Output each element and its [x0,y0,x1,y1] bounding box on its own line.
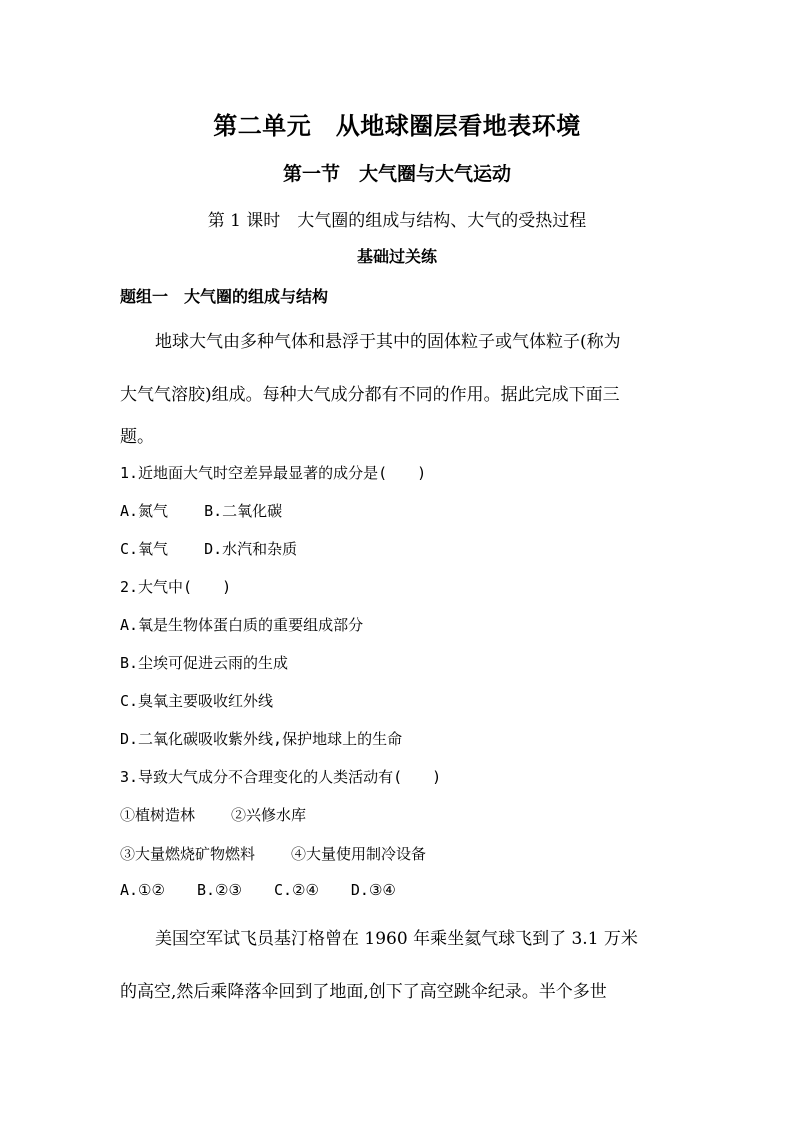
question-2-option-a: A.氧是生物体蛋白质的重要组成部分 [120,616,364,634]
question-2-option-c: C.臭氧主要吸收红外线 [120,692,274,710]
question-3-option-b: B.②③ [196,881,242,899]
question-3-items-row-2 [120,843,426,864]
question-3-items-row-1 [120,804,306,825]
intro-line-2: 大气气溶胶)组成。每种大气成分都有不同的作用。据此完成下面三 [120,385,620,405]
question-3-option-c: C.②④ [273,881,319,899]
question-3-item-2: ②兴修水库 [231,806,307,824]
question-3-stem: 3.导致大气成分不合理变化的人类活动有( ) [120,768,442,786]
practice-title: 基础过关练 [356,247,437,266]
question-1-option-c: C.氧气 [120,540,169,558]
intro-line-1: 地球大气由多种气体和悬浮于其中的固体粒子或气体粒子(称为 [155,332,621,352]
section-title: 第一节 大气圈与大气运动 [282,163,511,185]
question-3-option-d: D.③④ [350,881,396,899]
passage-2-line-1: 美国空军试飞员基汀格曾在 1960 年乘坐氦气球飞到了 3.1 万米 [155,929,638,949]
question-1-option-b: B.二氧化碳 [204,502,283,520]
passage-2-line-2: 的高空,然后乘降落伞回到了地面,创下了高空跳伞纪录。半个多世 [120,982,607,1002]
question-1-options-row-1 [120,500,282,521]
question-3-item-1: ①植树造林 [120,806,196,824]
question-group-title: 题组一 大气圈的组成与结构 [120,287,329,306]
question-3-option-a: A.①② [120,881,165,899]
question-1-option-d: D.水汽和杂质 [204,540,298,558]
question-2-option-b: B.尘埃可促进云雨的生成 [120,654,289,672]
question-2-stem: 2.大气中( ) [120,578,232,596]
question-3-options [120,881,396,899]
question-1-option-a: A.氮气 [120,502,169,520]
lesson-title: 第 1 课时 大气圈的组成与结构、大气的受热过程 [207,211,587,231]
question-3-item-3: ③大量燃烧矿物燃料 [120,845,256,863]
unit-title: 第二单元 从地球圈层看地表环境 [213,112,581,140]
intro-line-3: 题。 [120,427,154,447]
question-1-options-row-2 [120,538,297,559]
question-2-option-d: D.二氧化碳吸收紫外线,保护地球上的生命 [120,730,403,748]
question-1-stem: 1.近地面大气时空差异最显著的成分是( ) [120,464,427,482]
question-3-item-4: ④大量使用制冷设备 [291,845,427,863]
